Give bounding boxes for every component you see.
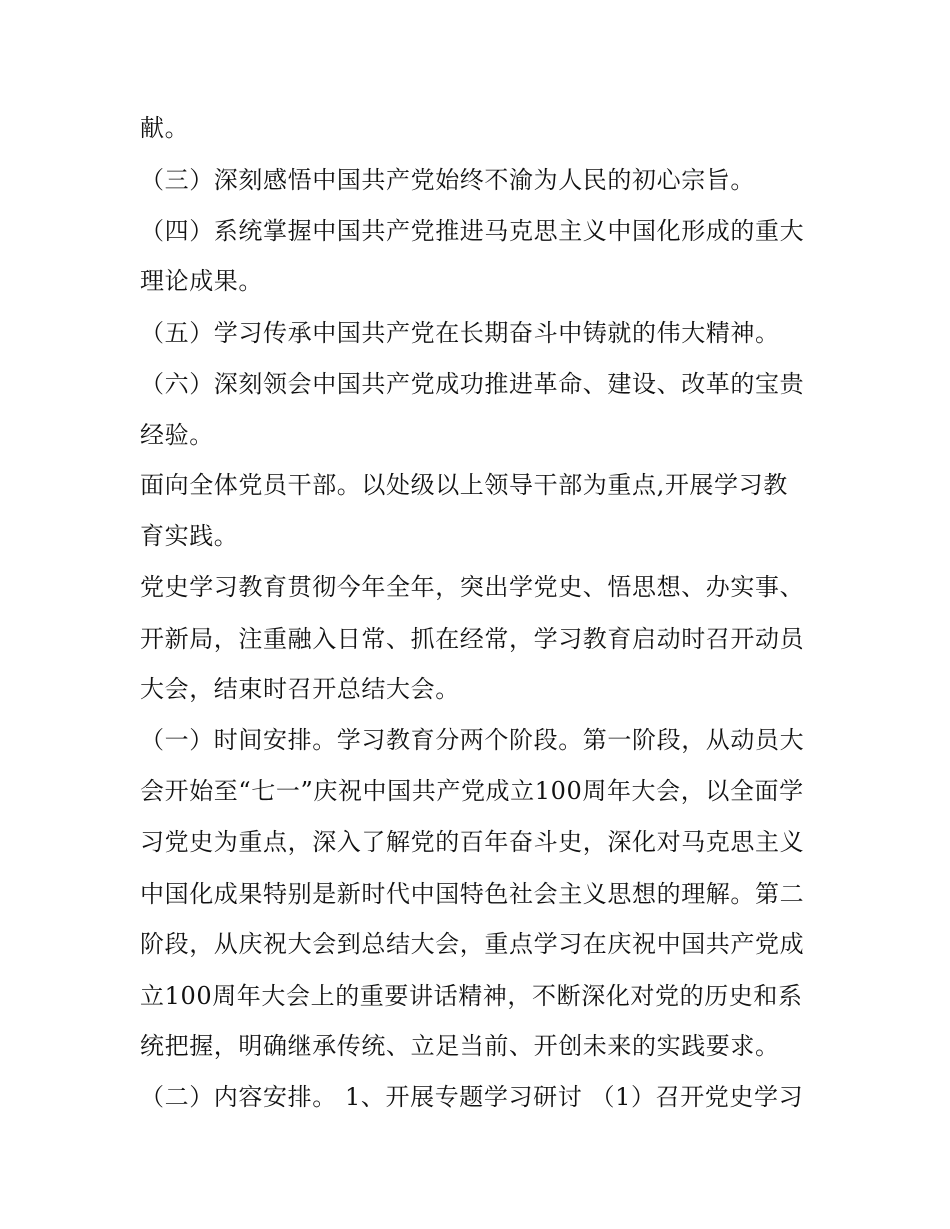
text-line: 大会，结束时召开总结大会。 [140, 675, 460, 703]
text-line: 统把握，明确继承传统、立足当前、开创未来的实践要求。 [140, 1032, 780, 1060]
text-line: 阶段，从庆祝大会到总结大会，重点学习在庆祝中国共产党成 [140, 930, 805, 958]
text-line: （一）时间安排。学习教育分两个阶段。第一阶段，从动员大 [140, 726, 805, 754]
text-line: 习党史为重点，深入了解党的百年奋斗史，深化对马克思主义 [140, 828, 805, 856]
text-line: 面向全体党员干部。以处级以上领导干部为重点,开展学习教 [140, 471, 788, 499]
text-line: 开新局，注重融入日常、抓在经常，学习教育启动时召开动员 [140, 625, 805, 653]
text-line: 会开始至“七一”庆祝中国共产党成立100周年大会，以全面学 [140, 777, 804, 805]
text-line: （四）系统掌握中国共产党推进马克思主义中国化形成的重大 [140, 217, 805, 245]
text-line: 立100周年大会上的重要讲话精神，不断深化对党的历史和系 [140, 982, 803, 1010]
text-line: （五）学习传承中国共产党在长期奋斗中铸就的伟大精神。 [140, 319, 780, 347]
text-line: （六）深刻领会中国共产党成功推进革命、建设、改革的宝贵 [140, 370, 805, 398]
text-line: 理论成果。 [140, 267, 263, 295]
text-line: （二）内容安排。 1、开展专题学习研讨 （1）召开党史学习 [140, 1083, 804, 1111]
text-line: 经验。 [140, 421, 214, 449]
text-line: 党史学习教育贯彻今年全年，突出学党史、悟思想、办实事、 [140, 573, 805, 601]
text-line: 中国化成果特别是新时代中国特色社会主义思想的理解。第二 [140, 880, 805, 908]
text-line: 献。 [140, 114, 190, 142]
text-line: 育实践。 [140, 522, 239, 550]
text-line: （三）深刻感悟中国共产党始终不渝为人民的初心宗旨。 [140, 166, 755, 194]
